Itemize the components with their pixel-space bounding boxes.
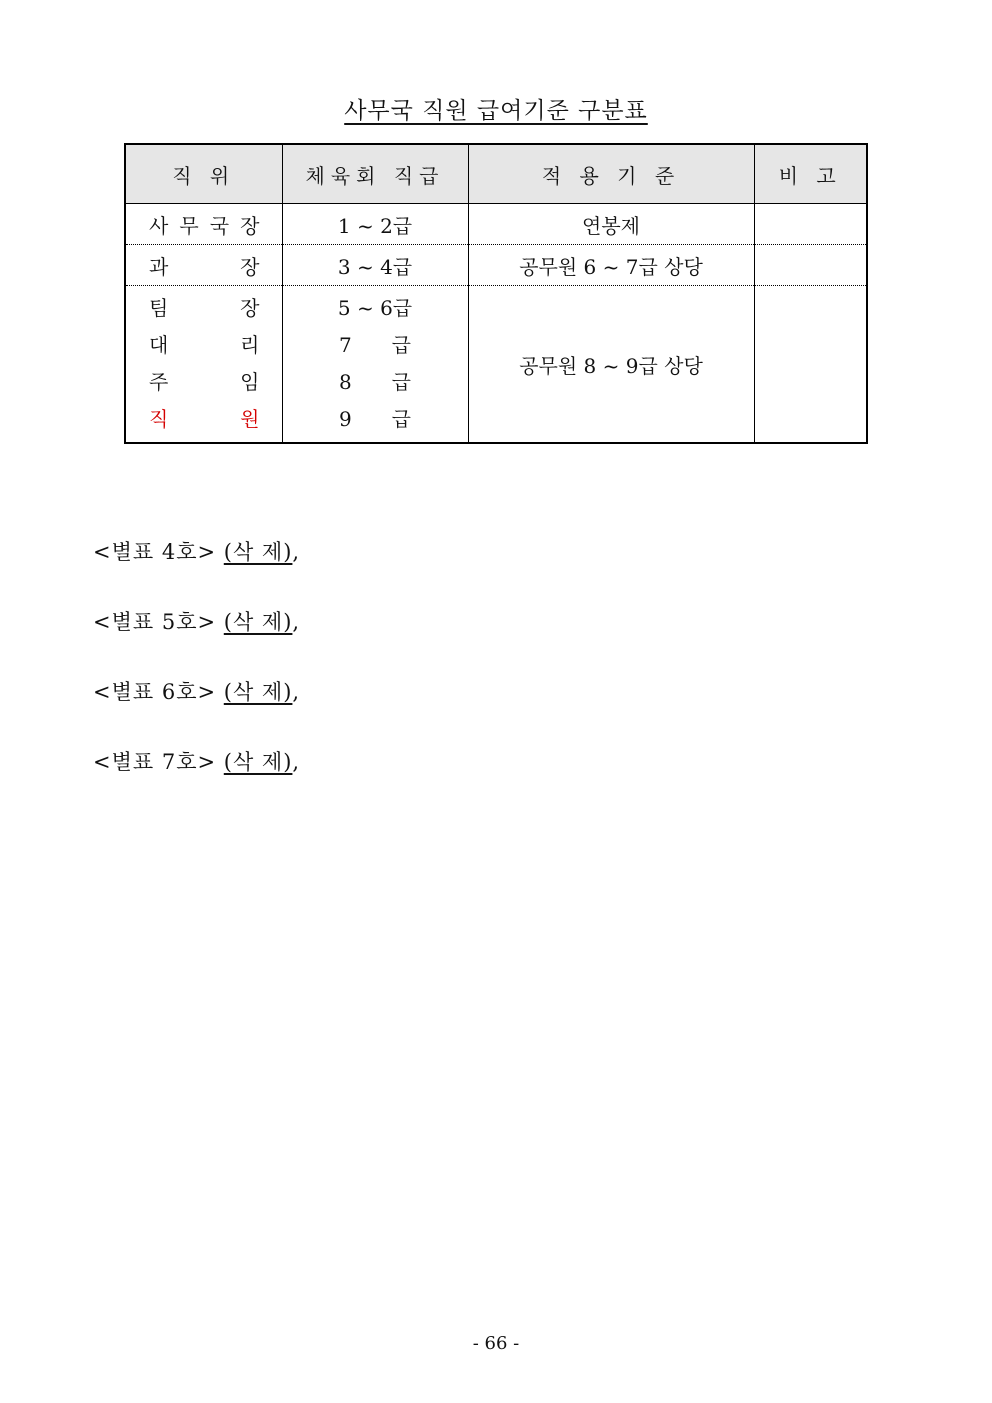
position-char: 직 <box>149 407 169 431</box>
appendix-label: <별표 7호> <box>93 750 217 774</box>
position-char: 팀 <box>149 296 169 320</box>
position-char: 사 <box>149 213 169 238</box>
grade-text: 5 ~ 6급 <box>337 296 413 320</box>
deleted-mark: (삭 제) <box>223 680 293 704</box>
position-char: 리 <box>240 333 260 357</box>
grade-cell: 3 ~ 4급 <box>282 245 468 286</box>
position-char: 과 <box>149 254 169 279</box>
note-cell <box>754 245 867 286</box>
grade-text: 9 <box>339 407 352 431</box>
deleted-mark: (삭 제) <box>223 750 293 774</box>
position-cell <box>125 204 282 245</box>
table-header-row <box>125 144 867 204</box>
appendix-note-7 <box>93 746 300 776</box>
grade-text: 급 <box>391 370 411 394</box>
position-char: 주 <box>149 370 169 394</box>
grade-cell: 1 ~ 2급 <box>282 204 468 245</box>
position-cell <box>125 286 282 444</box>
standard-cell: 연봉제 <box>468 204 754 245</box>
position-char: 장 <box>240 254 260 279</box>
document-title: 사무국 직원 급여기준 구분표 <box>344 98 648 124</box>
grade-text: 급 <box>391 333 411 357</box>
position-char: 임 <box>240 370 260 394</box>
table-row <box>125 245 867 286</box>
standard-cell: 공무원 6 ~ 7급 상당 <box>468 245 754 286</box>
grade-text: 8 <box>339 370 352 394</box>
table-row <box>125 204 867 245</box>
page-number: - 66 - <box>472 1333 520 1354</box>
position-char: 국 <box>209 213 230 238</box>
deleted-mark: (삭 제) <box>223 540 293 564</box>
table-row <box>125 286 867 444</box>
note-suffix: , <box>292 680 301 704</box>
position-char: 장 <box>240 296 260 320</box>
appendix-label: <별표 5호> <box>93 610 217 634</box>
salary-grade-table <box>124 143 868 444</box>
appendix-note-5 <box>93 606 300 636</box>
note-cell <box>754 286 867 444</box>
appendix-note-4 <box>93 536 300 566</box>
note-suffix: , <box>292 540 301 564</box>
grade-text: 7 <box>339 333 352 357</box>
deleted-mark: (삭 제) <box>223 610 293 634</box>
position-cell <box>125 245 282 286</box>
standard-cell: 공무원 8 ~ 9급 상당 <box>468 286 754 444</box>
header-standard: 적 용 기 준 <box>468 144 754 204</box>
grade-cell <box>282 286 468 444</box>
position-char: 대 <box>149 333 169 357</box>
note-cell <box>754 204 867 245</box>
position-char: 장 <box>240 213 260 238</box>
header-note: 비 고 <box>754 144 867 204</box>
note-suffix: , <box>292 610 301 634</box>
header-position: 직 위 <box>125 144 282 204</box>
appendix-label: <별표 4호> <box>93 540 217 564</box>
position-char: 원 <box>240 407 260 431</box>
appendix-note-6 <box>93 676 300 706</box>
grade-text: 급 <box>391 407 411 431</box>
position-char: 무 <box>179 213 199 238</box>
appendix-label: <별표 6호> <box>93 680 217 704</box>
header-grade: 체육회 직급 <box>282 144 468 204</box>
note-suffix: , <box>292 750 301 774</box>
